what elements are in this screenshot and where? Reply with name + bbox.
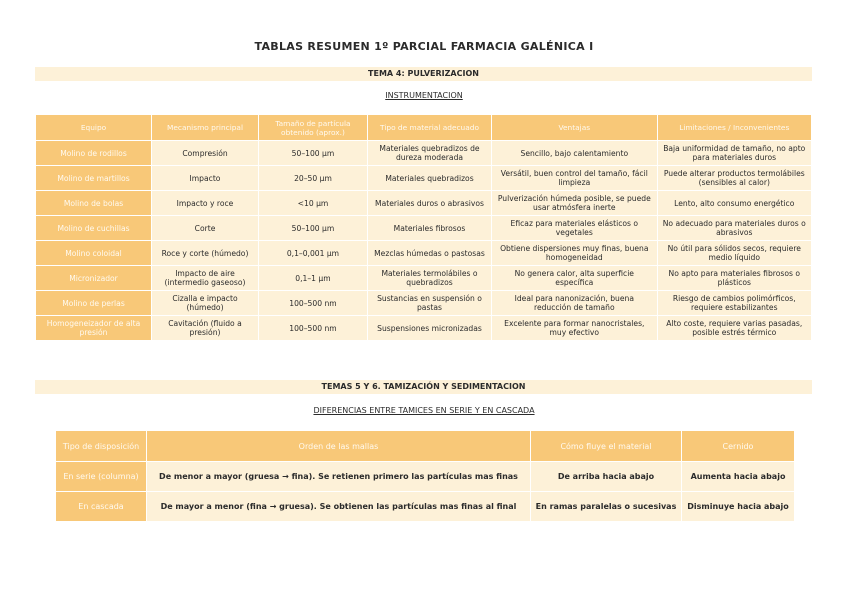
table-row [36,166,811,190]
table-cell: Materiales fibrosos [368,216,491,240]
row-label: En serie (columna) [56,462,146,491]
table-row [56,492,794,521]
sieves-table [55,430,795,522]
table-cell: De arriba hacia abajo [531,462,681,491]
table-cell: Materiales quebradizos de dureza moderada [368,141,491,165]
table-cell: En ramas paralelas o sucesivas [531,492,681,521]
section-band-pulverizacion: TEMA 4: PULVERIZACION [35,67,812,81]
row-label: Homogeneizador de alta presión [36,316,151,340]
table-row [36,191,811,215]
table-cell: <10 µm [259,191,367,215]
table-cell: Materiales termolábiles o quebradizos [368,266,491,290]
column-header: Mecanismo principal [152,115,258,140]
column-header: Orden de las mallas [147,431,530,461]
table-cell: 20–50 µm [259,166,367,190]
table-cell: Materiales duros o abrasivos [368,191,491,215]
table-cell: Impacto [152,166,258,190]
column-header: Tamaño de partícula obtenido (aprox.) [259,115,367,140]
table-row [36,291,811,315]
table-row [36,316,811,340]
table-cell: 0,1–1 µm [259,266,367,290]
table-header-row [36,115,811,140]
table-cell: Materiales quebradizos [368,166,491,190]
column-header: Ventajas [492,115,656,140]
table-row [36,241,811,265]
instrumentation-table [35,114,812,341]
table-cell: 100–500 nm [259,291,367,315]
column-header: Tipo de material adecuado [368,115,491,140]
table-cell: Pulverización húmeda posible, se puede usar atmósfera inerte [492,191,656,215]
table-cell: Compresión [152,141,258,165]
table-cell: No útil para sólidos secos, requiere medio líquido [658,241,811,265]
table-cell: No genera calor, alta superficie específica [492,266,656,290]
row-label: Molino de rodillos [36,141,151,165]
column-header: Equipo [36,115,151,140]
row-label: Molino de martillos [36,166,151,190]
section-subtitle-tamices: DIFERENCIAS ENTRE TAMICES EN SERIE Y EN CASCADA [313,406,535,415]
column-header: Cernido [682,431,794,461]
table-cell: Impacto de aire (intermedio gaseoso) [152,266,258,290]
table-cell: Mezclas húmedas o pastosas [368,241,491,265]
table-cell: De mayor a menor (fina → gruesa). Se obtienen las partículas mas finas al final [147,492,530,521]
table-cell: Suspensiones micronizadas [368,316,491,340]
section-subtitle-instrumentacion: INSTRUMENTACION [385,91,463,100]
page-title: TABLAS RESUMEN 1º PARCIAL FARMACIA GALÉNICA I [254,40,594,53]
table-cell: Disminuye hacia abajo [682,492,794,521]
table-row [36,216,811,240]
table-cell: Puede alterar productos termolábiles (sensibles al calor) [658,166,811,190]
row-label: Molino coloidal [36,241,151,265]
table-cell: Roce y corte (húmedo) [152,241,258,265]
table-cell: Corte [152,216,258,240]
row-label: Molino de perlas [36,291,151,315]
table-cell: No apto para materiales fibrosos o plásticos [658,266,811,290]
table-row [56,462,794,491]
table-cell: 50–100 µm [259,141,367,165]
table-cell: Ideal para nanonización, buena reducción de tamaño [492,291,656,315]
row-label: Molino de cuchillas [36,216,151,240]
table-cell: Excelente para formar nanocristales, muy efectivo [492,316,656,340]
table-cell: Impacto y roce [152,191,258,215]
row-label: Micronizador [36,266,151,290]
table-cell: Cavitación (fluido a presión) [152,316,258,340]
table-cell: Sustancias en suspensión o pastas [368,291,491,315]
column-header: Tipo de disposición [56,431,146,461]
table-cell: Alto coste, requiere varias pasadas, posible estrés térmico [658,316,811,340]
table-cell: 0,1–0,001 µm [259,241,367,265]
table-cell: Eficaz para materiales elásticos o vegetales [492,216,656,240]
table-cell: Riesgo de cambios polimórficos, requiere estabilizantes [658,291,811,315]
table-header-row [56,431,794,461]
table-cell: Cizalla e impacto (húmedo) [152,291,258,315]
table-cell: De menor a mayor (gruesa → fina). Se retienen primero las partículas mas finas [147,462,530,491]
section-band-tamizacion: TEMAS 5 Y 6. TAMIZACIÓN Y SEDIMENTACION [35,380,812,394]
table-row [36,141,811,165]
table-cell: Versátil, buen control del tamaño, fácil limpieza [492,166,656,190]
table-cell: Sencillo, bajo calentamiento [492,141,656,165]
column-header: Limitaciones / Inconvenientes [658,115,811,140]
table-cell: Baja uniformidad de tamaño, no apto para materiales duros [658,141,811,165]
table-cell: Obtiene dispersiones muy finas, buena homogeneidad [492,241,656,265]
table-cell: 100–500 nm [259,316,367,340]
table-cell: Lento, alto consumo energético [658,191,811,215]
table-cell: 50–100 µm [259,216,367,240]
column-header: Cómo fluye el material [531,431,681,461]
table-cell: No adecuado para materiales duros o abrasivos [658,216,811,240]
table-row [36,266,811,290]
row-label: Molino de bolas [36,191,151,215]
table-cell: Aumenta hacia abajo [682,462,794,491]
row-label: En cascada [56,492,146,521]
